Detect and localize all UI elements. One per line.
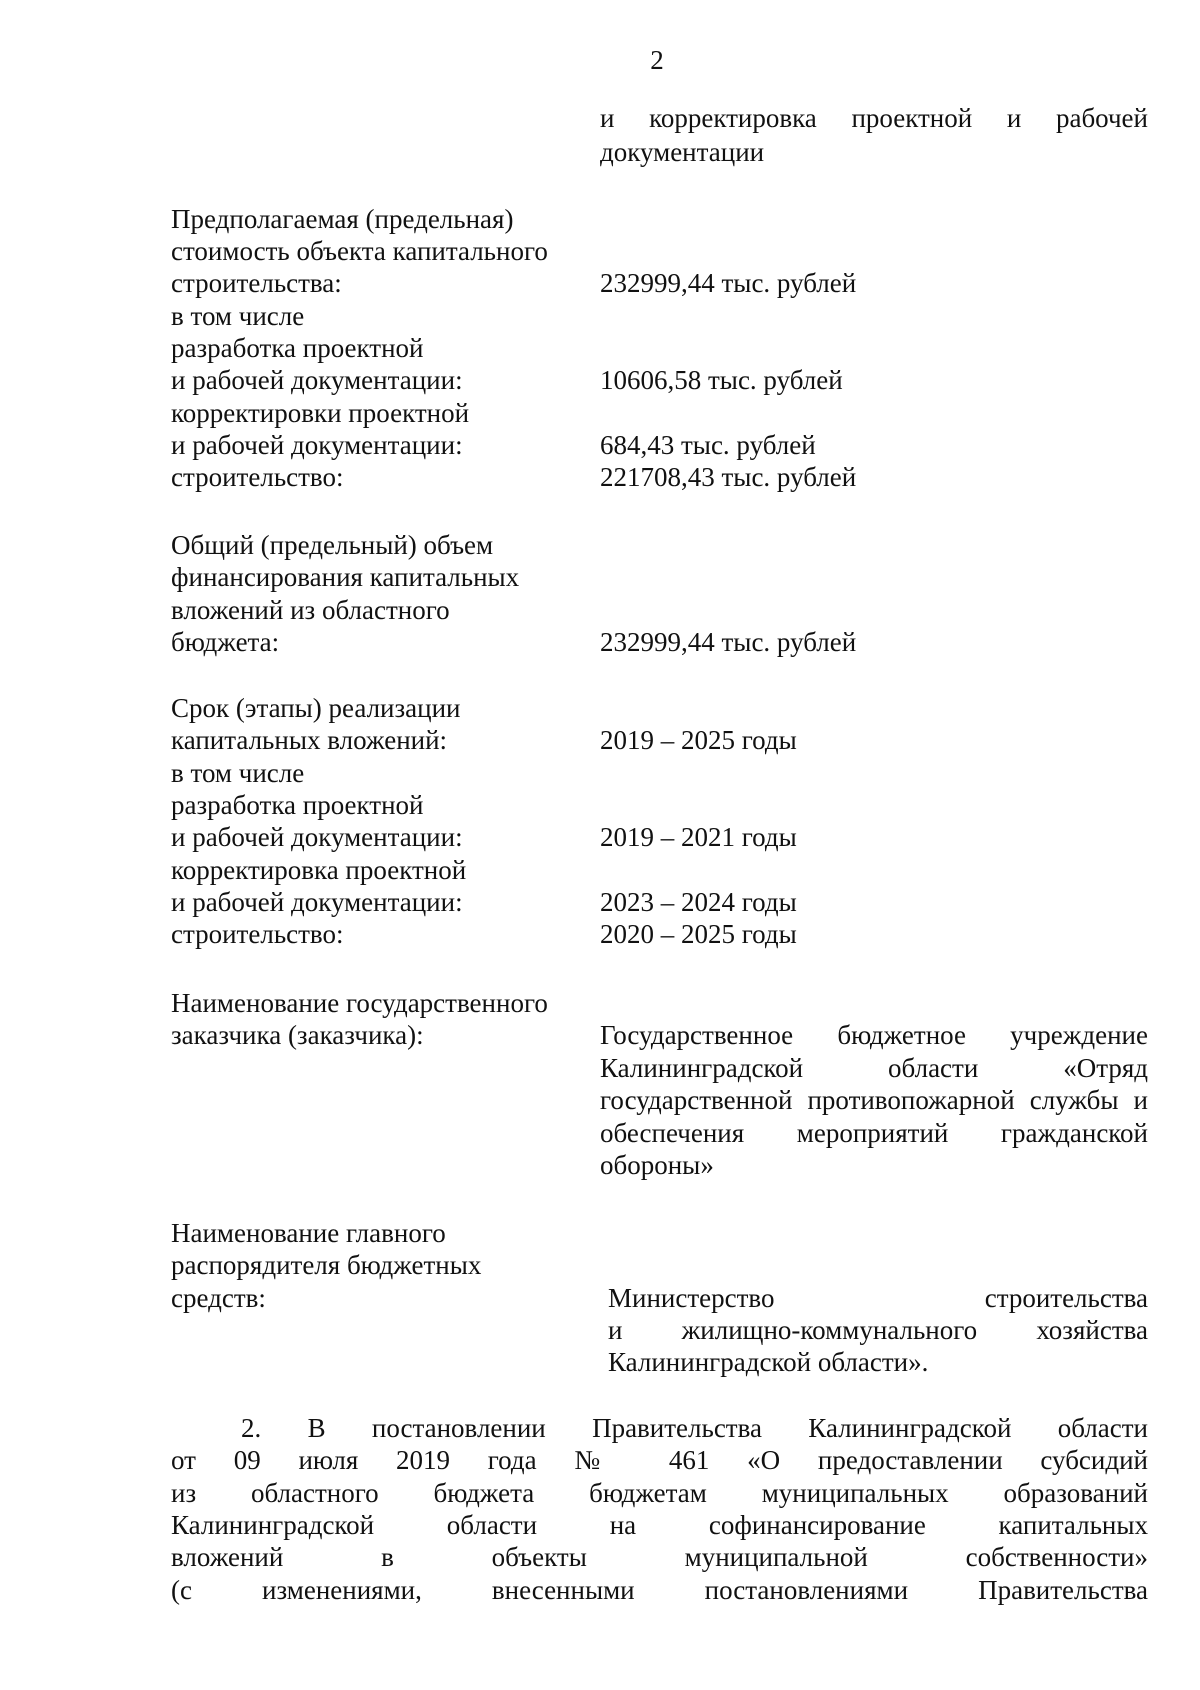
terms-label-7: и рабочей документации: — [171, 887, 463, 917]
paragraph-2-line-4: Калининградской области на софинансирование капитальных — [171, 1510, 1148, 1540]
cost-label-5: разработка проектной — [171, 333, 424, 363]
terms-label-1: Срок (этапы) реализации — [171, 693, 461, 723]
financing-label-3: вложений из областного — [171, 595, 450, 625]
manager-label-3: средств: — [171, 1283, 266, 1313]
terms-design-value: 2019 – 2021 годы — [600, 822, 797, 852]
page-number: 2 — [650, 45, 664, 75]
financing-label-2: финансирования капитальных — [171, 562, 520, 592]
terms-correction-value: 2023 – 2024 годы — [600, 887, 797, 917]
terms-label-5: и рабочей документации: — [171, 822, 463, 852]
terms-total-value: 2019 – 2025 годы — [600, 725, 797, 755]
financing-label-4: бюджета: — [171, 627, 280, 657]
cost-label-7: корректировки проектной — [171, 398, 470, 428]
continuation-line-1: и корректировка проектной и рабочей — [600, 103, 1148, 133]
manager-label-2: распорядителя бюджетных — [171, 1250, 482, 1280]
cost-label-2: стоимость объекта капитального — [171, 236, 548, 266]
paragraph-2-line-1: 2. В постановлении Правительства Калининградской области — [241, 1413, 1148, 1443]
manager-value-2: и жилищно-коммунального хозяйства — [608, 1315, 1148, 1345]
terms-label-3: в том числе — [171, 758, 305, 788]
manager-value-3: Калининградской области». — [608, 1347, 929, 1377]
cost-construction-value: 221708,43 тыс. рублей — [600, 462, 857, 492]
cost-label-4: в том числе — [171, 301, 305, 331]
terms-label-2: капитальных вложений: — [171, 725, 448, 755]
cost-label-3: строительства: — [171, 268, 342, 298]
continuation-line-2: документации — [600, 137, 765, 167]
paragraph-2-line-2: от 09 июля 2019 года № 461 «О предоставлении субсидий — [171, 1445, 1148, 1475]
manager-label-1: Наименование главного — [171, 1218, 446, 1248]
terms-label-6: корректировка проектной — [171, 855, 467, 885]
cost-label-1: Предполагаемая (предельная) — [171, 204, 514, 234]
cost-label-8: и рабочей документации: — [171, 430, 463, 460]
cost-label-9: строительство: — [171, 462, 344, 492]
manager-value-1: Министерство строительства — [608, 1283, 1148, 1313]
paragraph-2-line-5: вложений в объекты муниципальной собственности» — [171, 1542, 1148, 1572]
terms-construction-value: 2020 – 2025 годы — [600, 919, 797, 949]
customer-label-1: Наименование государственного — [171, 988, 548, 1018]
cost-label-6: и рабочей документации: — [171, 365, 463, 395]
cost-correction-value: 684,43 тыс. рублей — [600, 430, 816, 460]
cost-design-value: 10606,58 тыс. рублей — [600, 365, 843, 395]
terms-label-4: разработка проектной — [171, 790, 424, 820]
customer-value: Государственное бюджетное учреждение Калининградской области «Отряд государственной противопожарной службы и обеспечения мероприятий гражданской обороны» — [600, 1020, 1148, 1180]
cost-total-value: 232999,44 тыс. рублей — [600, 268, 857, 298]
terms-label-8: строительство: — [171, 919, 344, 949]
financing-value: 232999,44 тыс. рублей — [600, 627, 857, 657]
paragraph-2-line-3: из областного бюджета бюджетам муниципальных образований — [171, 1478, 1148, 1508]
paragraph-2-line-6: (с изменениями, внесенными постановлениями Правительства — [171, 1575, 1148, 1605]
financing-label-1: Общий (предельный) объем — [171, 530, 494, 560]
customer-label-2: заказчика (заказчика): — [171, 1020, 424, 1050]
